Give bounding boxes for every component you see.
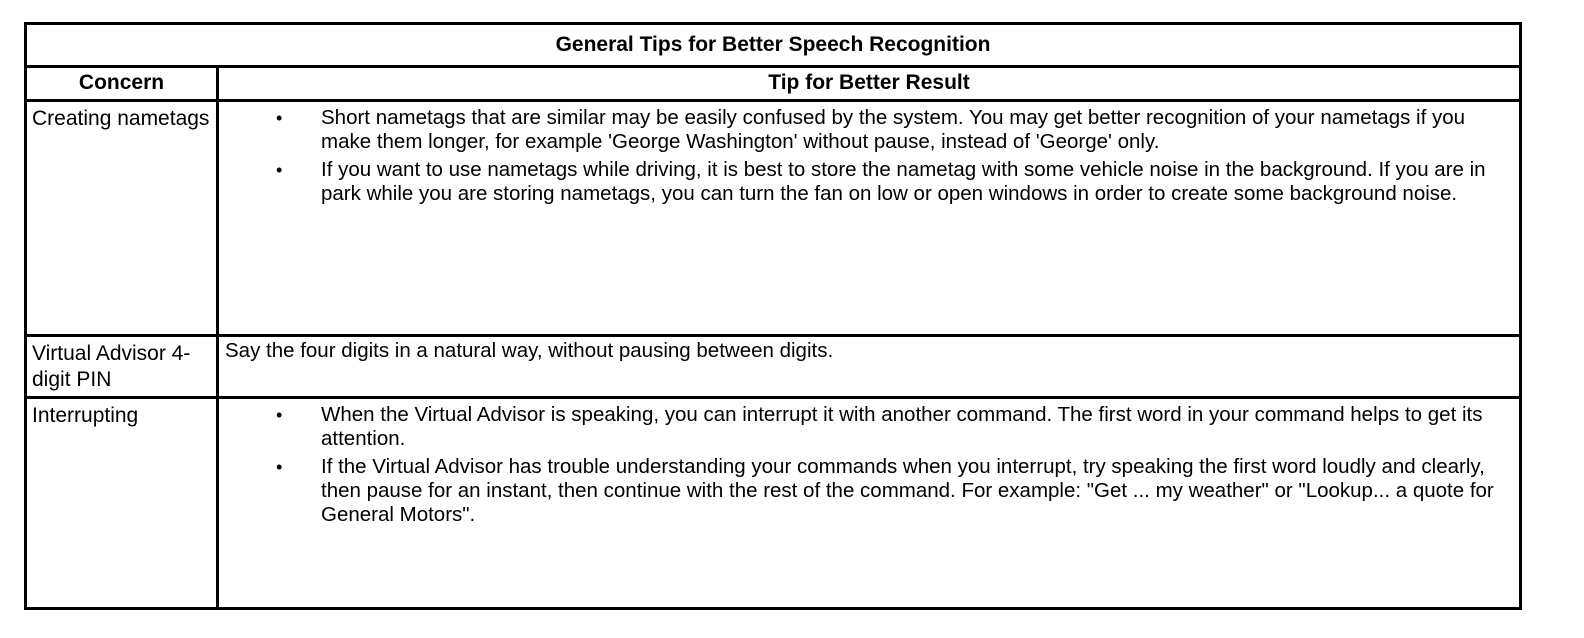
tip-text: If the Virtual Advisor has trouble understanding your commands when you interrupt, try speaking the first word loudly and clearly, then pause for an instant, then continue with the rest of the command. For example: "Get ... my weather" or "Lookup... a quote for General Motors". <box>321 454 1494 526</box>
tip-item <box>276 454 1509 527</box>
tip-item <box>276 106 1509 154</box>
tip-item <box>276 158 1509 206</box>
concern-cell: Virtual Advisor 4-digit PIN <box>26 336 218 397</box>
bullet-icon: • <box>276 456 283 477</box>
tip-cell <box>218 397 1521 608</box>
header-tip: Tip for Better Result <box>218 66 1521 100</box>
tip-list <box>219 399 1519 527</box>
table-row-interrupting <box>26 397 1521 608</box>
header-row <box>26 66 1521 100</box>
table-row-advisor-pin <box>26 336 1521 397</box>
tip-list <box>219 102 1519 206</box>
tip-item <box>276 402 1509 451</box>
bullet-icon: • <box>276 404 283 425</box>
bullet-icon: • <box>276 160 283 181</box>
title-row <box>26 24 1521 67</box>
tip-text: When the Virtual Advisor is speaking, you can interrupt it with another command. The first word in your command helps to get its attention. <box>321 402 1483 450</box>
tips-table <box>24 22 1522 610</box>
tip-text: Short nametags that are similar may be easily confused by the system. You may get better recognition of your nametags if you make them longer, for example 'George Washington' without pause, instead of 'George' only. <box>321 106 1466 154</box>
table-row-creating-nametags <box>26 101 1521 336</box>
table-title: General Tips for Better Speech Recognition <box>26 24 1521 67</box>
tip-cell <box>218 101 1521 336</box>
header-concern: Concern <box>26 66 218 100</box>
concern-cell: Interrupting <box>26 397 218 608</box>
bullet-icon: • <box>276 108 283 129</box>
tip-text: If you want to use nametags while driving, it is best to store the nametag with some vehicle noise in the background. If you are in park while you are storing nametags, you can turn the fan on low or open windows in order to create some background noise. <box>321 158 1486 206</box>
tip-text: Say the four digits in a natural way, without pausing between digits. <box>218 336 1521 397</box>
concern-cell: Creating nametags <box>26 101 218 336</box>
